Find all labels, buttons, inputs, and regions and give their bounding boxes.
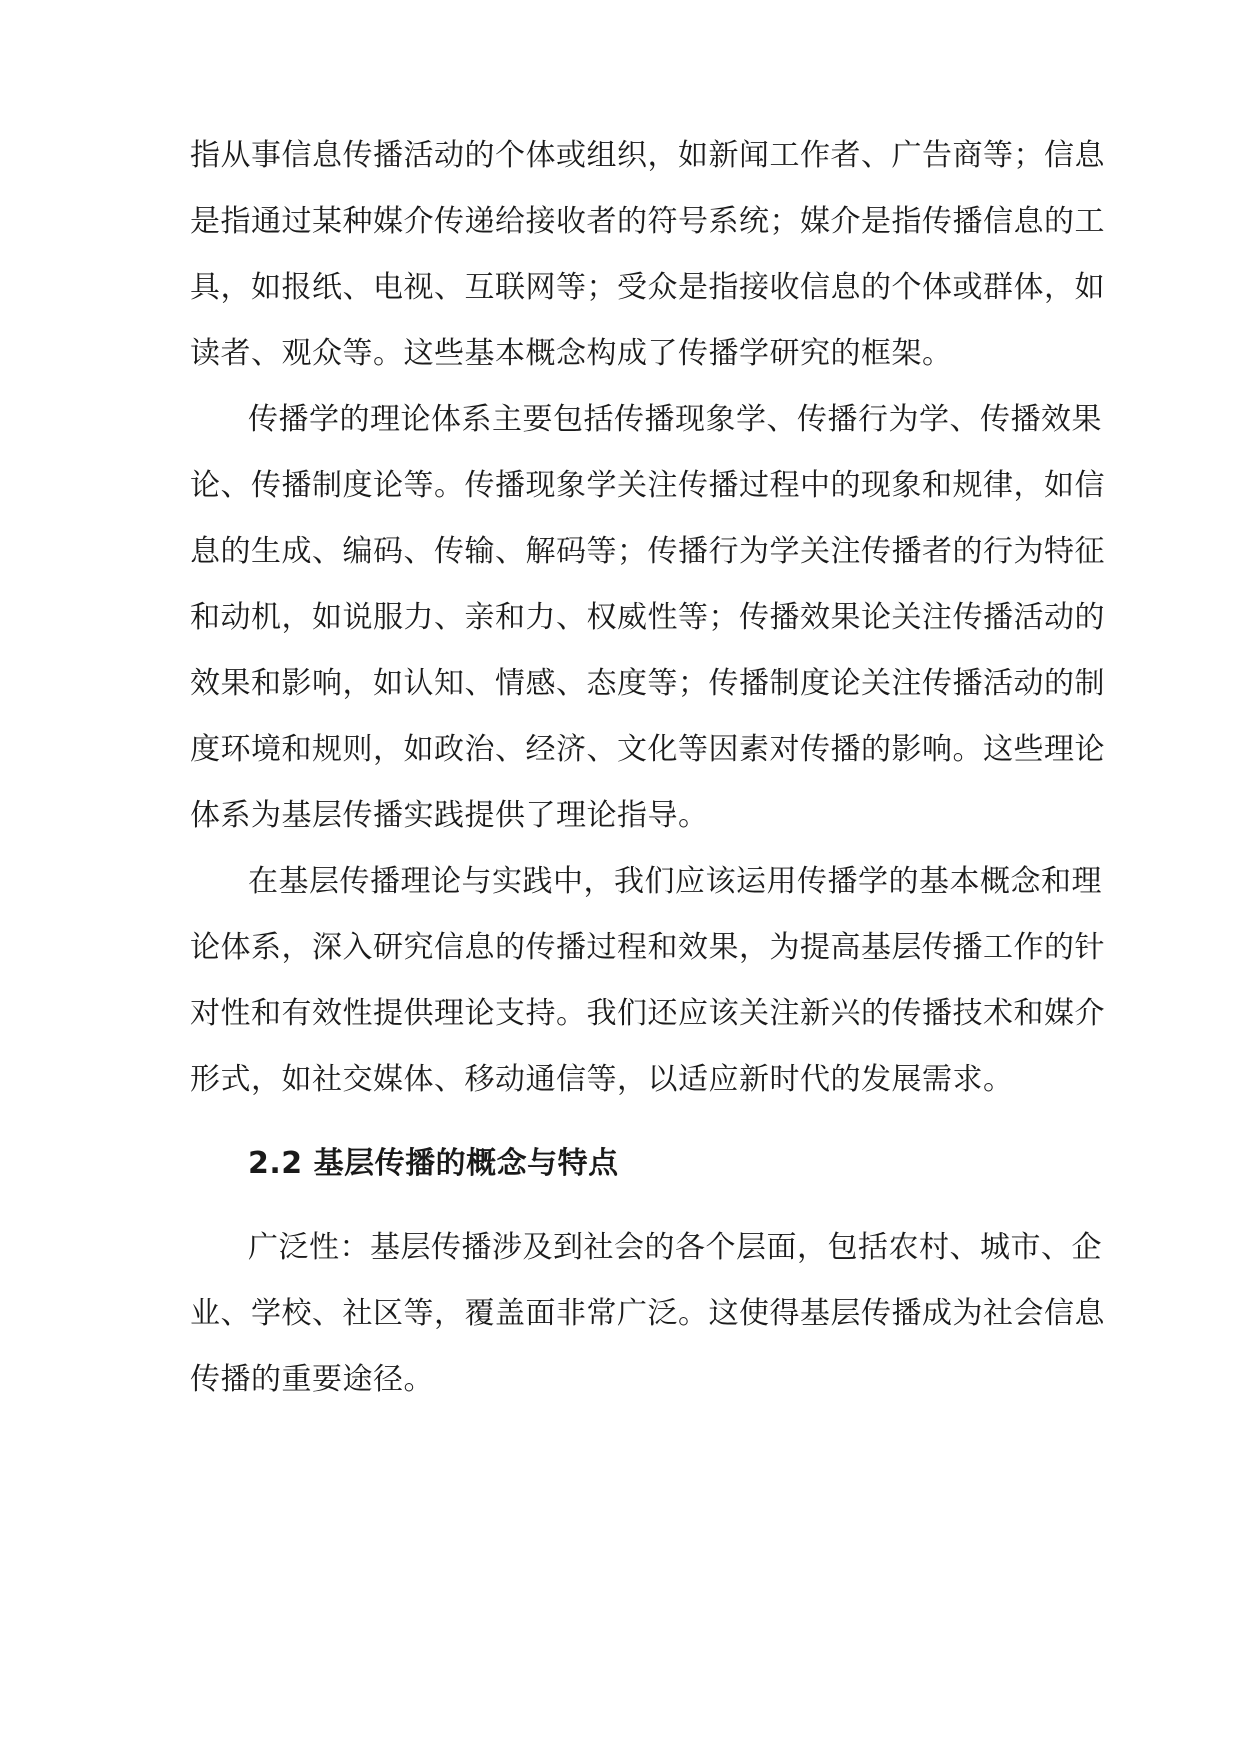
text-line: 具，如报纸、电视、互联网等；受众是指接收信息的个体或群体，如 <box>190 270 1105 305</box>
text-line: 效果和影响，如认知、情感、态度等；传播制度论关注传播活动的制 <box>190 666 1105 701</box>
section-heading: 2.2 基层传播的概念与特点 <box>248 1146 619 1181</box>
text-line: 是指通过某种媒介传递给接收者的符号系统；媒介是指传播信息的工 <box>190 204 1105 239</box>
text-line: 对性和有效性提供理论支持。我们还应该关注新兴的传播技术和媒介 <box>190 996 1105 1031</box>
text-line: 读者、观众等。这些基本概念构成了传播学研究的框架。 <box>190 336 953 371</box>
text-line: 论、传播制度论等。传播现象学关注传播过程中的现象和规律，如信 <box>190 468 1105 503</box>
text-line: 传播学的理论体系主要包括传播现象学、传播行为学、传播效果 <box>248 402 1102 437</box>
text-line: 度环境和规则，如政治、经济、文化等因素对传播的影响。这些理论 <box>190 732 1105 767</box>
text-line: 和动机，如说服力、亲和力、权威性等；传播效果论关注传播活动的 <box>190 600 1105 635</box>
text-line: 息的生成、编码、传输、解码等；传播行为学关注传播者的行为特征 <box>190 534 1105 569</box>
text-line: 在基层传播理论与实践中，我们应该运用传播学的基本概念和理 <box>248 864 1102 899</box>
text-line: 体系为基层传播实践提供了理论指导。 <box>190 798 709 833</box>
text-line: 广泛性：基层传播涉及到社会的各个层面，包括农村、城市、企 <box>248 1230 1102 1265</box>
text-line: 业、学校、社区等，覆盖面非常广泛。这使得基层传播成为社会信息 <box>190 1296 1105 1331</box>
text-line: 指从事信息传播活动的个体或组织，如新闻工作者、广告商等；信息 <box>190 138 1105 173</box>
text-line: 论体系，深入研究信息的传播过程和效果，为提高基层传播工作的针 <box>190 930 1105 965</box>
text-line: 传播的重要途径。 <box>190 1362 434 1397</box>
text-line: 形式，如社交媒体、移动通信等，以适应新时代的发展需求。 <box>190 1062 1014 1097</box>
